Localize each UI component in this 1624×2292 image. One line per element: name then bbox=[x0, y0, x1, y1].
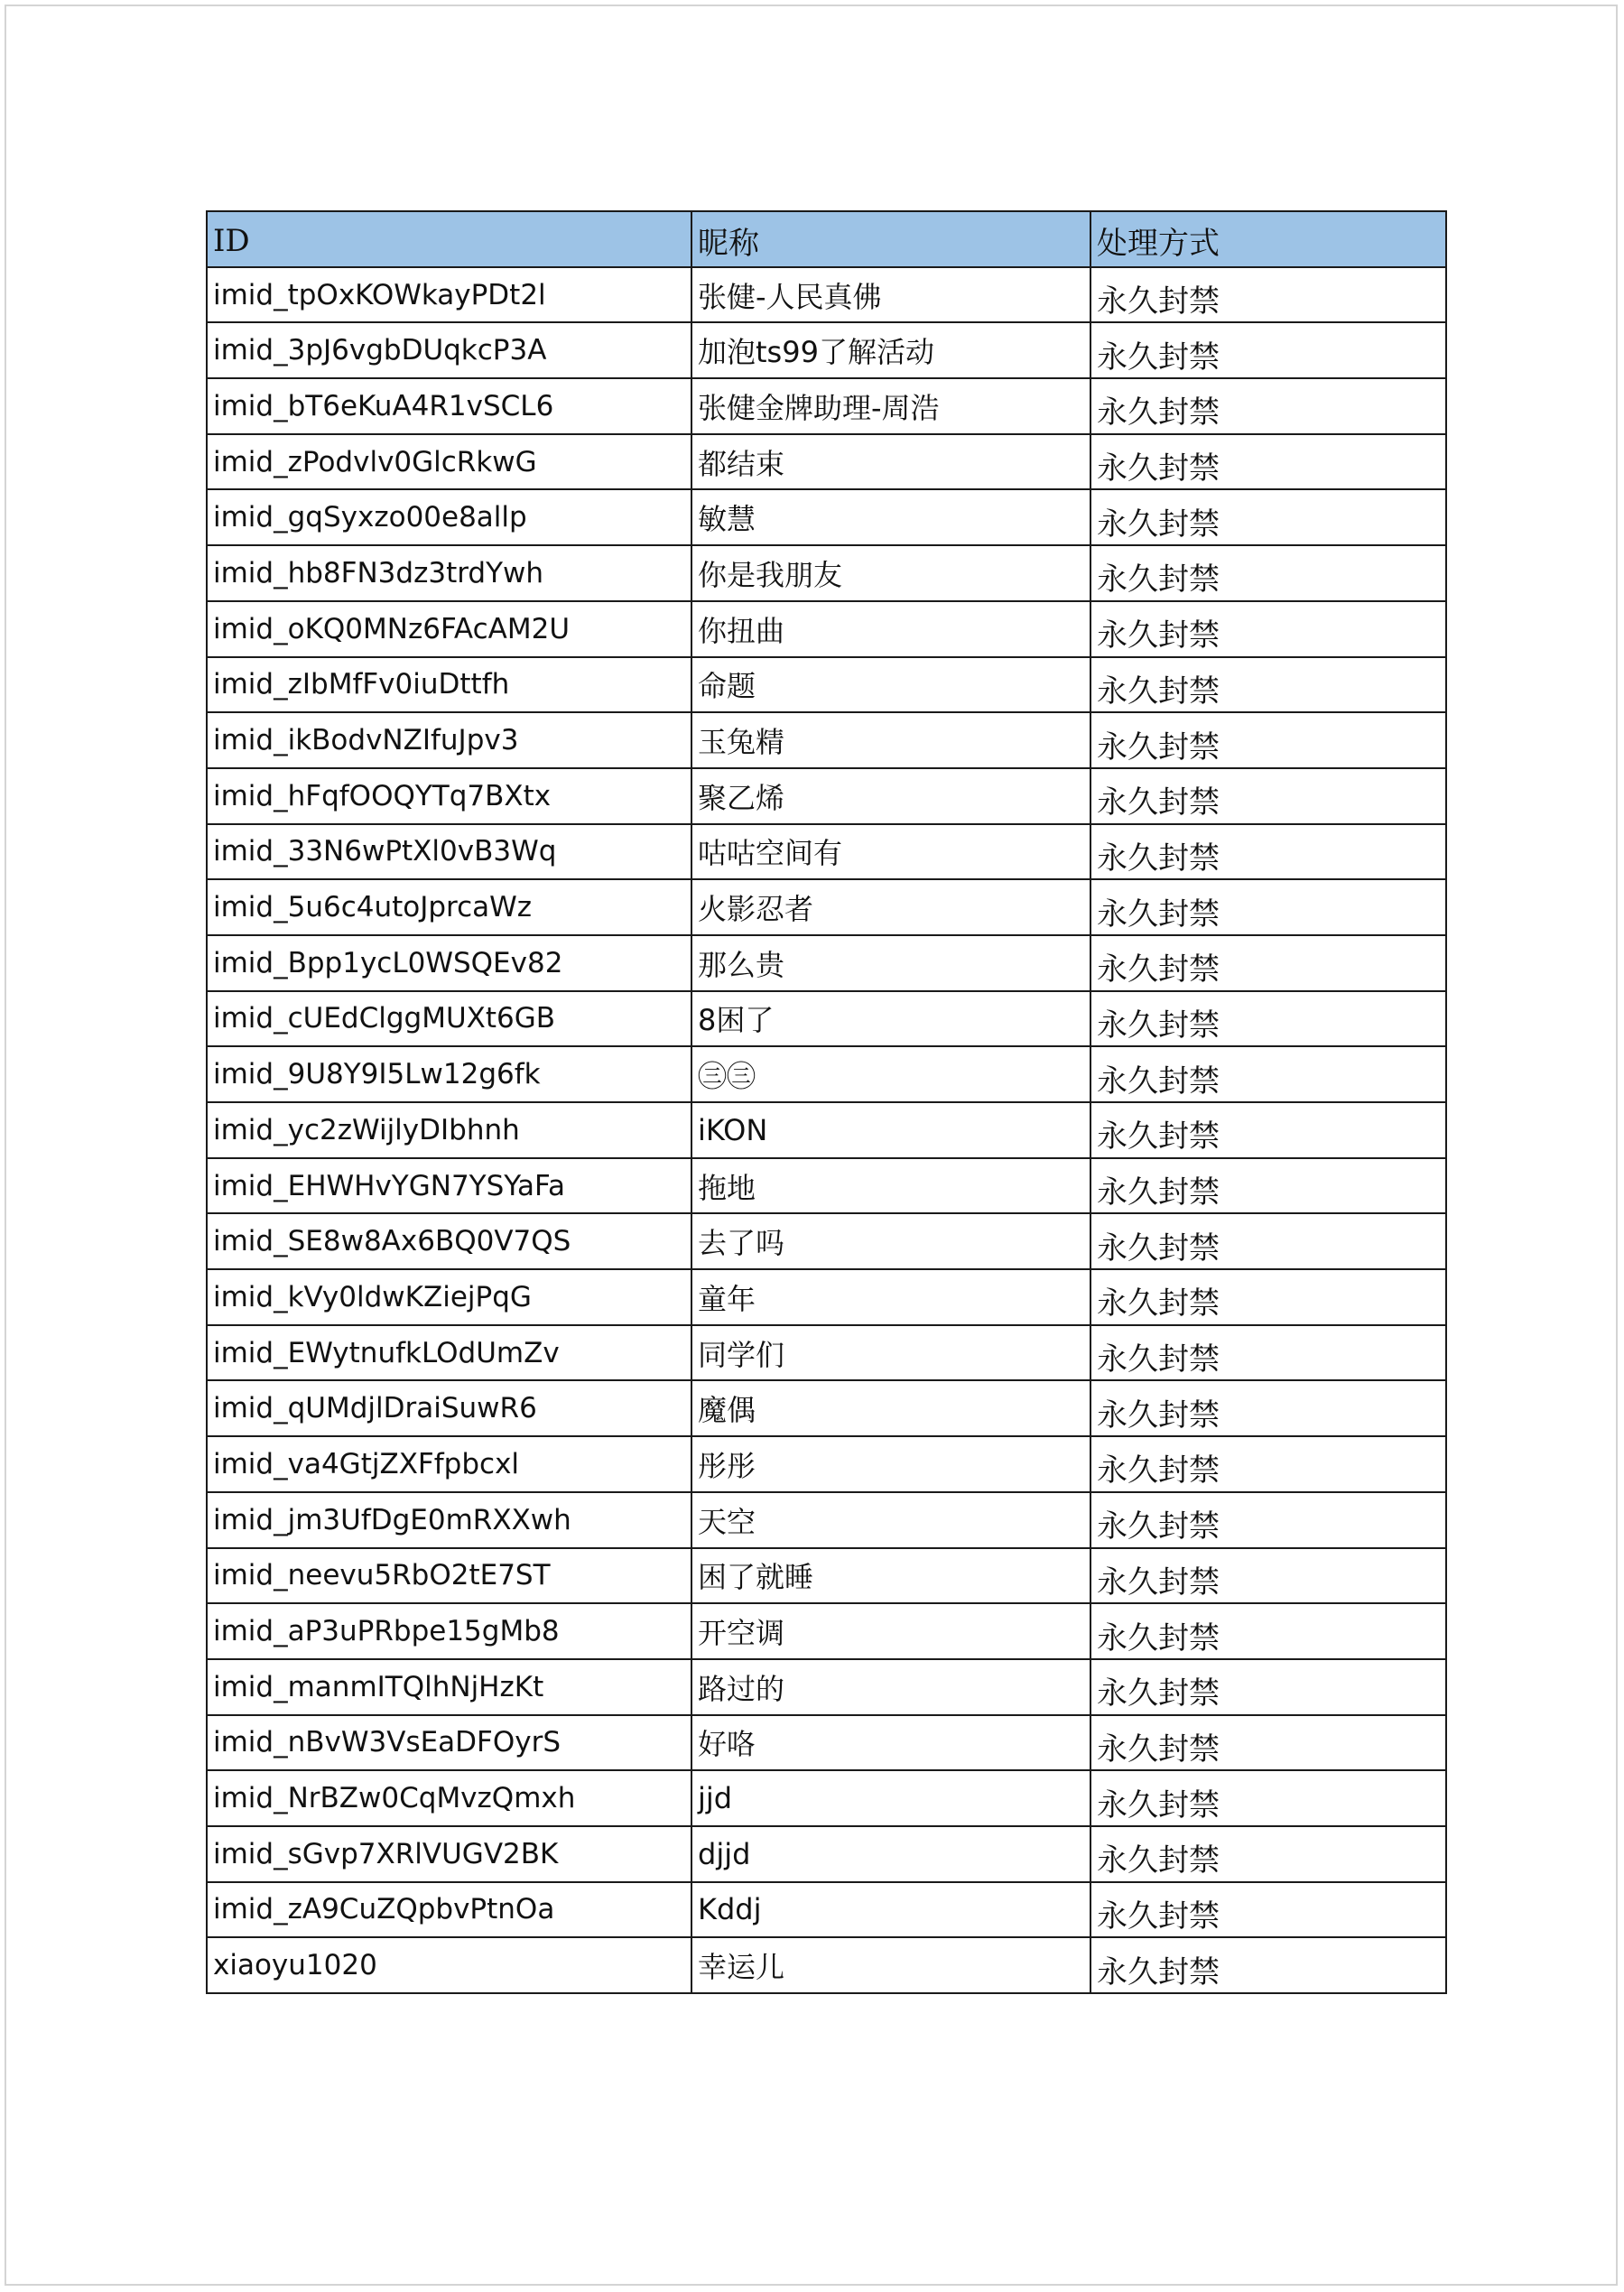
cell-nickname: 聚乙烯 bbox=[691, 768, 1090, 824]
cell-id: imid_9U8Y9I5Lw12g6fk bbox=[207, 1046, 691, 1102]
cell-id: imid_tpOxKOWkayPDt2l bbox=[207, 267, 691, 323]
cell-id: imid_jm3UfDgE0mRXXwh bbox=[207, 1492, 691, 1548]
header-row bbox=[207, 211, 1446, 267]
cell-id: imid_3pJ6vgbDUqkcP3A bbox=[207, 322, 691, 378]
cell-id: imid_sGvp7XRlVUGV2BK bbox=[207, 1826, 691, 1882]
table-row bbox=[207, 1770, 1446, 1826]
table-row bbox=[207, 267, 1446, 323]
cell-id: imid_neevu5RbO2tE7ST bbox=[207, 1548, 691, 1604]
cell-action: 永久封禁 bbox=[1090, 322, 1446, 378]
header-action: 处理方式 bbox=[1090, 211, 1446, 267]
table-row bbox=[207, 1325, 1446, 1381]
table-row bbox=[207, 434, 1446, 490]
cell-id: imid_hb8FN3dz3trdYwh bbox=[207, 545, 691, 601]
cell-nickname: 幸运儿 bbox=[691, 1937, 1090, 1993]
cell-id: imid_5u6c4utoJprcaWz bbox=[207, 879, 691, 935]
cell-nickname: 8困了 bbox=[691, 991, 1090, 1047]
cell-id: imid_manmITQlhNjHzKt bbox=[207, 1659, 691, 1715]
cell-action: 永久封禁 bbox=[1090, 1380, 1446, 1436]
cell-action: 永久封禁 bbox=[1090, 378, 1446, 434]
cell-action: 永久封禁 bbox=[1090, 434, 1446, 490]
table-row bbox=[207, 1659, 1446, 1715]
cell-id: imid_oKQ0MNz6FAcAM2U bbox=[207, 601, 691, 657]
table-row bbox=[207, 1380, 1446, 1436]
cell-nickname: ㊂㊂ bbox=[691, 1046, 1090, 1102]
cell-id: imid_zA9CuZQpbvPtnOa bbox=[207, 1882, 691, 1938]
cell-action: 永久封禁 bbox=[1090, 1548, 1446, 1604]
cell-nickname: 张健金牌助理-周浩 bbox=[691, 378, 1090, 434]
table-row bbox=[207, 1603, 1446, 1659]
cell-action: 永久封禁 bbox=[1090, 1325, 1446, 1381]
cell-nickname: 玉兔精 bbox=[691, 712, 1090, 768]
cell-action: 永久封禁 bbox=[1090, 1102, 1446, 1158]
cell-nickname: 拖地 bbox=[691, 1158, 1090, 1214]
cell-action: 永久封禁 bbox=[1090, 601, 1446, 657]
cell-nickname: 那么贵 bbox=[691, 935, 1090, 991]
cell-nickname: 天空 bbox=[691, 1492, 1090, 1548]
table-row bbox=[207, 1826, 1446, 1882]
table-row bbox=[207, 601, 1446, 657]
cell-action: 永久封禁 bbox=[1090, 1213, 1446, 1269]
cell-action: 永久封禁 bbox=[1090, 1882, 1446, 1938]
ban-list-table bbox=[206, 210, 1447, 1994]
cell-action: 永久封禁 bbox=[1090, 1715, 1446, 1771]
cell-action: 永久封禁 bbox=[1090, 991, 1446, 1047]
cell-id: imid_va4GtjZXFfpbcxl bbox=[207, 1436, 691, 1492]
cell-action: 永久封禁 bbox=[1090, 712, 1446, 768]
cell-id: imid_zIbMfFv0iuDttfh bbox=[207, 657, 691, 713]
cell-id: imid_gqSyxzo00e8allp bbox=[207, 489, 691, 545]
table-row bbox=[207, 935, 1446, 991]
table-row bbox=[207, 1715, 1446, 1771]
table-row bbox=[207, 657, 1446, 713]
cell-nickname: 去了吗 bbox=[691, 1213, 1090, 1269]
cell-action: 永久封禁 bbox=[1090, 545, 1446, 601]
table-body bbox=[207, 267, 1446, 1993]
header-nickname: 昵称 bbox=[691, 211, 1090, 267]
table-row bbox=[207, 824, 1446, 880]
cell-action: 永久封禁 bbox=[1090, 824, 1446, 880]
cell-nickname: 童年 bbox=[691, 1269, 1090, 1325]
table-row bbox=[207, 1492, 1446, 1548]
cell-id: imid_aP3uPRbpe15gMb8 bbox=[207, 1603, 691, 1659]
cell-nickname: 火影忍者 bbox=[691, 879, 1090, 935]
cell-nickname: 好咯 bbox=[691, 1715, 1090, 1771]
table-header bbox=[207, 211, 1446, 267]
cell-id: imid_yc2zWijlyDIbhnh bbox=[207, 1102, 691, 1158]
cell-id: imid_bT6eKuA4R1vSCL6 bbox=[207, 378, 691, 434]
table-row bbox=[207, 1213, 1446, 1269]
cell-nickname: 加泡ts99了解活动 bbox=[691, 322, 1090, 378]
document-page bbox=[5, 5, 1618, 2286]
table-row bbox=[207, 712, 1446, 768]
table-row bbox=[207, 545, 1446, 601]
cell-action: 永久封禁 bbox=[1090, 657, 1446, 713]
cell-id: imid_kVy0ldwKZiejPqG bbox=[207, 1269, 691, 1325]
cell-id: imid_qUMdjlDraiSuwR6 bbox=[207, 1380, 691, 1436]
cell-id: imid_nBvW3VsEaDFOyrS bbox=[207, 1715, 691, 1771]
table-row bbox=[207, 1937, 1446, 1993]
cell-nickname: 路过的 bbox=[691, 1659, 1090, 1715]
cell-id: imid_NrBZw0CqMvzQmxh bbox=[207, 1770, 691, 1826]
table-row bbox=[207, 489, 1446, 545]
cell-nickname: 都结束 bbox=[691, 434, 1090, 490]
cell-action: 永久封禁 bbox=[1090, 1659, 1446, 1715]
cell-nickname: Kddj bbox=[691, 1882, 1090, 1938]
table-row bbox=[207, 1548, 1446, 1604]
cell-id: imid_SE8w8Ax6BQ0V7QS bbox=[207, 1213, 691, 1269]
cell-action: 永久封禁 bbox=[1090, 1492, 1446, 1548]
table-row bbox=[207, 1046, 1446, 1102]
table-row bbox=[207, 768, 1446, 824]
cell-nickname: 魔偶 bbox=[691, 1380, 1090, 1436]
table-row bbox=[207, 1102, 1446, 1158]
cell-id: imid_Bpp1ycL0WSQEv82 bbox=[207, 935, 691, 991]
cell-action: 永久封禁 bbox=[1090, 1937, 1446, 1993]
cell-id: imid_EHWHvYGN7YSYaFa bbox=[207, 1158, 691, 1214]
table-row bbox=[207, 1436, 1446, 1492]
cell-action: 永久封禁 bbox=[1090, 1269, 1446, 1325]
table-row bbox=[207, 1158, 1446, 1214]
cell-action: 永久封禁 bbox=[1090, 879, 1446, 935]
cell-nickname: 彤彤 bbox=[691, 1436, 1090, 1492]
header-id: ID bbox=[207, 211, 691, 267]
cell-id: imid_hFqfOOQYTq7BXtx bbox=[207, 768, 691, 824]
cell-nickname: jjd bbox=[691, 1770, 1090, 1826]
cell-nickname: 咕咕空间有 bbox=[691, 824, 1090, 880]
cell-action: 永久封禁 bbox=[1090, 489, 1446, 545]
cell-id: imid_EWytnufkLOdUmZv bbox=[207, 1325, 691, 1381]
cell-nickname: 敏慧 bbox=[691, 489, 1090, 545]
cell-action: 永久封禁 bbox=[1090, 1826, 1446, 1882]
cell-id: imid_ikBodvNZIfuJpv3 bbox=[207, 712, 691, 768]
cell-action: 永久封禁 bbox=[1090, 768, 1446, 824]
cell-action: 永久封禁 bbox=[1090, 267, 1446, 323]
cell-id: imid_cUEdClggMUXt6GB bbox=[207, 991, 691, 1047]
cell-id: xiaoyu1020 bbox=[207, 1937, 691, 1993]
cell-action: 永久封禁 bbox=[1090, 1158, 1446, 1214]
table-row bbox=[207, 1269, 1446, 1325]
table-row bbox=[207, 991, 1446, 1047]
table-row bbox=[207, 378, 1446, 434]
cell-action: 永久封禁 bbox=[1090, 1770, 1446, 1826]
cell-action: 永久封禁 bbox=[1090, 935, 1446, 991]
table-row bbox=[207, 879, 1446, 935]
cell-id: imid_zPodvlv0GlcRkwG bbox=[207, 434, 691, 490]
cell-nickname: 困了就睡 bbox=[691, 1548, 1090, 1604]
cell-nickname: iKON bbox=[691, 1102, 1090, 1158]
cell-action: 永久封禁 bbox=[1090, 1603, 1446, 1659]
table-row bbox=[207, 322, 1446, 378]
cell-id: imid_33N6wPtXl0vB3Wq bbox=[207, 824, 691, 880]
cell-nickname: 命题 bbox=[691, 657, 1090, 713]
cell-action: 永久封禁 bbox=[1090, 1046, 1446, 1102]
cell-action: 永久封禁 bbox=[1090, 1436, 1446, 1492]
cell-nickname: 同学们 bbox=[691, 1325, 1090, 1381]
cell-nickname: djjd bbox=[691, 1826, 1090, 1882]
table-row bbox=[207, 1882, 1446, 1938]
cell-nickname: 你扭曲 bbox=[691, 601, 1090, 657]
cell-nickname: 张健-人民真佛 bbox=[691, 267, 1090, 323]
cell-nickname: 开空调 bbox=[691, 1603, 1090, 1659]
cell-nickname: 你是我朋友 bbox=[691, 545, 1090, 601]
